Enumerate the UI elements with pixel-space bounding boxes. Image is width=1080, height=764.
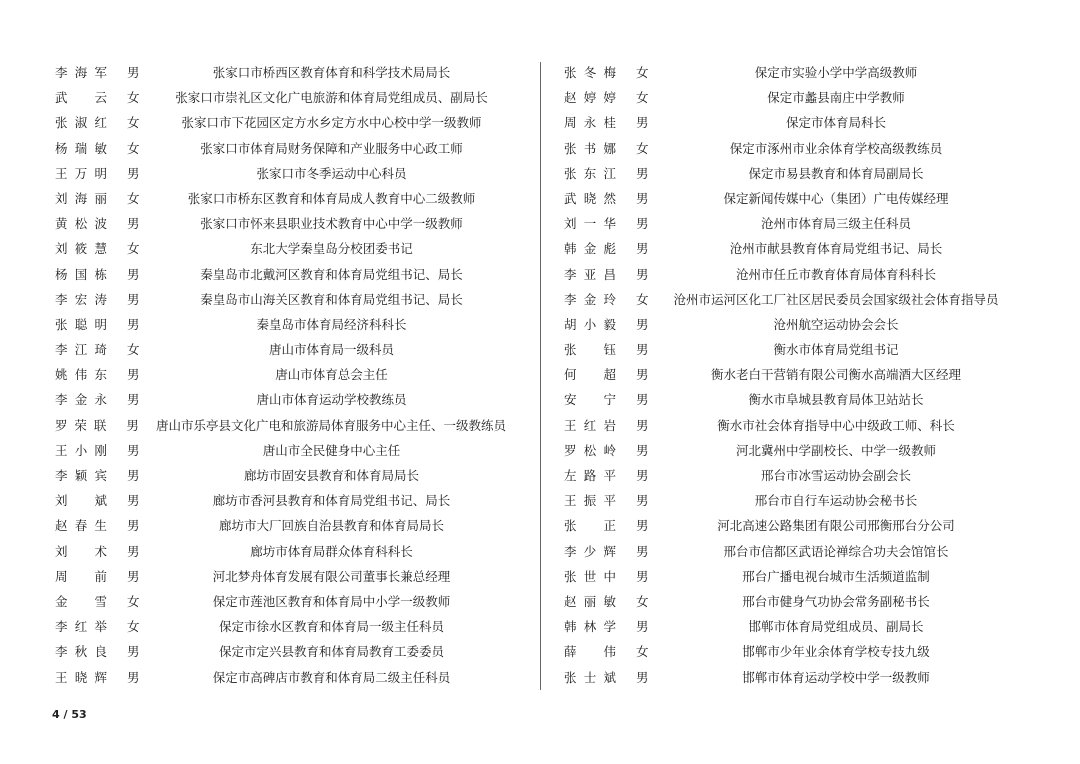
person-position: 沧州市献县教育体育局党组书记、局长	[729, 241, 943, 257]
person-position: 衡水老白干营销有限公司衡水高端酒大区经理	[710, 367, 961, 383]
person-gender: 男	[127, 468, 140, 483]
list-item	[40, 312, 520, 337]
person-name: 姚伟东	[55, 367, 107, 383]
person-name: 韩金彪	[564, 241, 616, 257]
person-name: 李宏涛	[55, 291, 107, 307]
person-position: 东北大学秦皇岛分校团委书记	[250, 241, 413, 257]
person-name: 罗荣联	[55, 417, 107, 433]
person-position: 沧州市体育局三级主任科员	[760, 216, 911, 232]
person-gender: 男	[127, 65, 140, 80]
list-item	[550, 236, 1020, 261]
person-name: 黄松波	[55, 216, 107, 232]
person-gender: 男	[127, 518, 140, 534]
list-item	[40, 589, 520, 614]
person-name: 左路平	[564, 468, 616, 483]
person-name: 薛伟	[564, 644, 616, 660]
person-name: 胡小毅	[564, 316, 616, 332]
person-name: 张冬梅	[564, 65, 616, 80]
person-name: 周前	[55, 568, 107, 584]
person-position: 衡水市体育局党组书记	[773, 342, 899, 358]
person-gender: 男	[636, 493, 649, 509]
person-position: 邢台广播电视台城市生活频道监制	[742, 568, 930, 584]
person-name: 刘斌	[55, 493, 107, 509]
person-position: 唐山市体育总会主任	[275, 367, 388, 383]
list-item	[40, 387, 520, 412]
person-gender: 男	[636, 165, 649, 181]
person-position: 唐山市全民健身中心主任	[262, 442, 401, 458]
list-item	[550, 564, 1020, 589]
column-divider	[540, 62, 541, 690]
list-item	[40, 614, 520, 639]
person-position: 邢台市自行车运动协会秘书长	[754, 493, 918, 509]
person-name: 杨瑞敏	[55, 140, 107, 156]
person-gender: 女	[636, 644, 649, 660]
list-item	[550, 589, 1020, 614]
person-name: 赵丽敏	[564, 593, 616, 609]
person-position: 保定市徐水区教育和体育局一级主任科员	[218, 619, 444, 635]
person-position: 邯郸市少年业余体育学校专技九级	[742, 644, 930, 660]
person-position: 秦皇岛市体育局经济科科长	[256, 316, 407, 332]
person-gender: 男	[127, 266, 140, 282]
person-gender: 男	[636, 442, 649, 458]
list-item	[550, 262, 1020, 287]
person-gender: 男	[636, 468, 649, 483]
list-item	[550, 463, 1020, 488]
person-gender: 女	[636, 65, 649, 80]
person-gender: 男	[127, 216, 140, 232]
list-item	[550, 186, 1020, 211]
person-name: 王小刚	[55, 442, 107, 458]
person-gender: 女	[127, 241, 140, 257]
person-position: 廊坊市大厂回族自治县教育和体育局局长	[218, 518, 444, 534]
person-gender: 男	[127, 644, 140, 660]
list-item	[40, 665, 520, 690]
person-position: 保定市体育局科长	[785, 115, 886, 131]
list-item	[550, 387, 1020, 412]
person-gender: 男	[127, 543, 140, 559]
list-item	[550, 136, 1020, 161]
list-item	[550, 614, 1020, 639]
person-name: 李红举	[55, 619, 107, 635]
person-gender: 男	[636, 417, 649, 433]
person-name: 张世中	[564, 568, 616, 584]
person-name: 李颖宾	[55, 468, 107, 483]
person-gender: 男	[126, 417, 139, 433]
person-gender: 男	[636, 190, 649, 206]
person-gender: 女	[127, 190, 140, 206]
person-gender: 男	[636, 367, 649, 383]
person-name: 张钰	[564, 342, 616, 358]
person-name: 李秋良	[55, 644, 107, 660]
list-item	[40, 136, 520, 161]
person-name: 王万明	[55, 165, 107, 181]
list-item	[40, 564, 520, 589]
person-position: 保定市涿州市业余体育学校高级教练员	[729, 140, 943, 156]
person-position: 张家口市冬季运动中心科员	[256, 165, 407, 181]
person-position: 沧州市任丘市教育体育局体育科科长	[735, 266, 936, 282]
list-item	[40, 362, 520, 387]
list-item	[40, 211, 520, 236]
person-name: 周永桂	[564, 115, 616, 131]
person-position: 廊坊市固安县教育和体育局局长	[243, 468, 419, 483]
person-position: 邯郸市体育局党组成员、副局长	[748, 619, 924, 635]
person-position: 廊坊市香河县教育和体育局党组书记、局长	[212, 493, 451, 509]
person-gender: 男	[636, 216, 649, 232]
person-name: 刘一华	[564, 216, 616, 232]
person-position: 唐山市体育运动学校教练员	[256, 392, 407, 408]
person-name: 李金玲	[564, 291, 616, 307]
list-item	[550, 665, 1020, 690]
person-name: 张淑红	[55, 115, 107, 131]
list-item	[40, 110, 520, 135]
person-position: 保定市定兴县教育和体育局教育工委委员	[218, 644, 444, 660]
list-item	[40, 488, 520, 513]
person-gender: 男	[636, 266, 649, 282]
list-item	[550, 539, 1020, 564]
person-position: 河北高速公路集团有限公司邢衡邢台分公司	[717, 518, 955, 534]
person-gender: 男	[127, 392, 140, 408]
list-item	[40, 513, 520, 538]
person-name: 杨国栋	[55, 266, 107, 282]
list-item	[40, 60, 520, 85]
person-position: 保定市易县教育和体育局副局长	[748, 165, 924, 181]
list-item	[550, 362, 1020, 387]
person-position: 衡水市阜城县教育局体卫站站长	[748, 392, 924, 408]
list-item	[40, 262, 520, 287]
person-gender: 女	[127, 90, 140, 106]
person-position: 秦皇岛市山海关区教育和体育局党组书记、局长	[200, 291, 463, 307]
list-item	[550, 211, 1020, 236]
person-gender: 男	[636, 669, 649, 685]
person-gender: 男	[636, 568, 649, 584]
person-name: 李金永	[55, 392, 107, 408]
list-item	[550, 312, 1020, 337]
person-name: 刘筱慧	[55, 241, 107, 257]
person-position: 张家口市桥东区教育和体育局成人教育中心二级教师	[187, 190, 476, 206]
person-gender: 男	[636, 619, 649, 635]
person-gender: 男	[636, 342, 649, 358]
person-position: 张家口市体育局财务保障和产业服务中心政工师	[200, 140, 463, 156]
person-name: 李亚昌	[564, 266, 616, 282]
person-position: 保定市高碑店市教育和体育局二级主任科员	[212, 669, 451, 685]
person-position: 衡水市社会体育指导中心中级政工师、科长	[717, 417, 955, 433]
list-item	[550, 60, 1020, 85]
person-position: 唐山市乐亭县文化广电和旅游局体育服务中心主任、一级教练员	[155, 417, 506, 433]
person-gender: 女	[127, 140, 140, 156]
list-item	[550, 287, 1020, 312]
person-gender: 女	[127, 619, 140, 635]
person-name: 何超	[564, 367, 616, 383]
person-name: 赵婷婷	[564, 90, 616, 106]
person-gender: 女	[127, 593, 140, 609]
person-gender: 男	[127, 367, 140, 383]
person-position: 秦皇岛市北戴河区教育和体育局党组书记、局长	[200, 266, 463, 282]
person-position: 廊坊市体育局群众体育科科长	[250, 543, 413, 559]
person-gender: 男	[127, 442, 140, 458]
person-name: 安宁	[564, 392, 616, 408]
list-item	[550, 110, 1020, 135]
list-item	[40, 161, 520, 186]
person-name: 刘海丽	[55, 190, 107, 206]
person-name: 张书娜	[564, 140, 616, 156]
person-name: 韩林学	[564, 619, 616, 635]
person-gender: 男	[127, 291, 140, 307]
person-position: 邢台市信都区武语论禅综合功夫会馆馆长	[723, 543, 949, 559]
list-item	[40, 236, 520, 261]
list-item	[40, 337, 520, 362]
person-gender: 女	[127, 342, 140, 358]
person-position: 河北梦舟体育发展有限公司董事长兼总经理	[212, 568, 451, 584]
list-item	[550, 85, 1020, 110]
list-item	[550, 513, 1020, 538]
person-position: 张家口市怀来县职业技术教育中心中学一级教师	[200, 216, 463, 232]
person-gender: 女	[636, 90, 649, 106]
list-item	[550, 161, 1020, 186]
person-position: 邢台市冰雪运动协会副会长	[760, 468, 911, 483]
list-item	[40, 463, 520, 488]
person-name: 张正	[564, 518, 616, 534]
person-position: 沧州航空运动协会会长	[773, 316, 899, 332]
person-name: 张士斌	[564, 669, 616, 685]
person-name: 罗松岭	[564, 442, 616, 458]
list-item	[550, 488, 1020, 513]
person-position: 沧州市运河区化工厂社区居民委员会国家级社会体育指导员	[673, 291, 999, 307]
person-position: 河北冀州中学副校长、中学一级教师	[735, 442, 936, 458]
person-name: 武云	[55, 90, 107, 106]
person-position: 唐山市体育局一级科员	[268, 342, 394, 358]
list-item	[40, 639, 520, 664]
list-item	[550, 413, 1020, 438]
person-gender: 男	[636, 316, 649, 332]
person-position: 保定市蠡县南庄中学教师	[767, 90, 905, 106]
person-name: 李江琦	[55, 342, 107, 358]
person-gender: 男	[127, 165, 140, 181]
person-position: 保定新闻传媒中心（集团）广电传媒经理	[723, 190, 949, 206]
person-gender: 女	[636, 593, 649, 609]
person-gender: 女	[636, 291, 649, 307]
list-item	[40, 413, 520, 438]
person-position: 邢台市健身气功协会常务副秘书长	[742, 593, 930, 609]
left-column-list	[40, 60, 520, 690]
list-item	[550, 639, 1020, 664]
person-gender: 男	[127, 316, 140, 332]
person-position: 邯郸市体育运动学校中学一级教师	[742, 669, 930, 685]
list-item	[40, 186, 520, 211]
person-position: 张家口市下花园区定方水乡定方水中心校中学一级教师	[181, 115, 482, 131]
person-name: 张聪明	[55, 316, 107, 332]
person-name: 李海军	[55, 65, 107, 80]
list-item	[40, 85, 520, 110]
person-gender: 男	[127, 568, 140, 584]
page-number: 4 / 53	[52, 708, 87, 721]
person-gender: 女	[636, 140, 649, 156]
list-item	[550, 438, 1020, 463]
person-name: 王晓辉	[55, 669, 107, 685]
person-name: 李少辉	[564, 543, 616, 559]
person-name: 金雪	[55, 593, 107, 609]
person-gender: 男	[636, 241, 649, 257]
person-name: 王振平	[564, 493, 616, 509]
person-gender: 男	[636, 392, 649, 408]
person-gender: 男	[636, 115, 649, 131]
person-gender: 男	[127, 669, 140, 685]
person-position: 张家口市桥西区教育体育和科学技术局局长	[212, 65, 451, 80]
person-name: 武晓然	[564, 190, 616, 206]
person-gender: 女	[127, 115, 140, 131]
list-item	[40, 438, 520, 463]
person-position: 保定市实验小学中学高级教师	[754, 65, 918, 80]
person-gender: 男	[636, 543, 649, 559]
person-position: 张家口市崇礼区文化广电旅游和体育局党组成员、副局长	[175, 90, 488, 106]
person-name: 张东江	[564, 165, 616, 181]
person-gender: 男	[636, 518, 649, 534]
list-item	[550, 337, 1020, 362]
person-gender: 男	[127, 493, 140, 509]
right-column-list	[550, 60, 1020, 690]
list-item	[40, 287, 520, 312]
person-name: 赵春生	[55, 518, 107, 534]
person-name: 王红岩	[564, 417, 616, 433]
list-item	[40, 539, 520, 564]
person-position: 保定市莲池区教育和体育局中小学一级教师	[212, 593, 451, 609]
person-name: 刘术	[55, 543, 107, 559]
